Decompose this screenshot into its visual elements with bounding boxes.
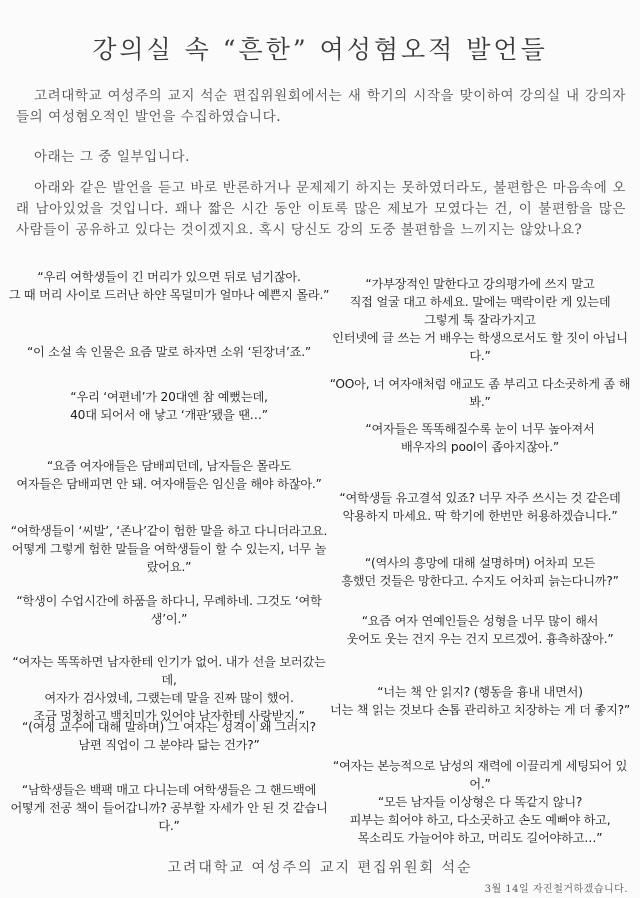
quote-left-6: “학생이 수업시간에 하품을 하다니, 무례하네. 그것도 ‘여학생’이.” bbox=[16, 594, 322, 626]
quote-right-1: “가부장적인 말한다고 강의평가에 쓰지 말고 직접 얼굴 대고 하세요. 말에는 맥락이란 게 있는데 그렇게 툭 잘라가지고 인터넷에 글 쓰는 거 배우는 학생으로서도 할 짓이 아닙니다.” bbox=[332, 277, 628, 363]
quote-left-1: “우리 여학생들이 긴 머리가 있으면 뒤로 넘기잖아. 그 때 머리 사이로 드러난 하얀 목덜미가 얼마나 예쁜지 몰라.” bbox=[8, 270, 330, 302]
footer-organization: 고려대학교 여성주의 교지 편집위원회 석순 bbox=[167, 860, 473, 876]
intro-paragraph-2 bbox=[16, 147, 626, 168]
quote-left-2: “이 소설 속 인물은 요즘 말로 하자면 소위 ‘된장녀’죠.” bbox=[26, 345, 312, 359]
quote-right-8: “여자는 본능적으로 남성의 재력에 이끌리게 세팅되어 있어.” bbox=[332, 759, 628, 791]
quote-right-6: “요즘 여자 연예인들은 성형을 너무 많이 해서 웃어도 웃는 건지 우는 건지 모르겠어. 흉측하잖아.” bbox=[346, 614, 614, 646]
quote-left-5: “여학생들이 ‘씨발’, ‘존나’같이 험한 말을 하고 다니더라고요. 어떻게 그렇게 험한 말들을 여학생들이 할 수 있는지, 너무 놀랐어요.” bbox=[10, 524, 328, 574]
quote-right-4: “여학생들 유고결석 있죠? 너무 자주 쓰시는 것 같은데 악용하지 마세요. 딱 학기에 한번만 허용하겠습니다.” bbox=[339, 491, 621, 523]
intro-text: 고려대학교 여성주의 교지 석순 편집위원회에서는 새 학기의 시작을 맞이하여 강의실 내 강의자들의 여성혐오적인 발언을 수집하였습니다. bbox=[16, 88, 626, 125]
quote-left-3: “우리 ‘여편네’가 20대엔 참 예뻤는데, 40대 되어서 애 낳고 ‘개판’됐을 땐…” bbox=[70, 390, 268, 422]
quote-right-5: “(역사의 흥망에 대해 설명하며) 어차피 모든 흥했던 것들은 망한다고. 수지도 어차피 늙는다니까?” bbox=[341, 556, 619, 588]
quote-left-9: “남학생들은 백팩 매고 다니는데 여학생들은 그 핸드백에 어떻게 전공 책이 들어갑니까? 공부할 자세가 안 된 것 같습니다.” bbox=[10, 783, 328, 833]
intro-paragraph-3 bbox=[16, 178, 626, 241]
page-title: 강의실 속 “흔한” 여성혐오적 발언들 bbox=[92, 35, 548, 64]
quote-left-8: “(여성 교수에 대해 말하며) 그 여자는 성격이 왜 그러지? 남편 직업이 그 분야라 닮는 건가?” bbox=[22, 720, 316, 752]
date-note: 3월 14일 자진철거하겠습니다. bbox=[484, 884, 628, 895]
intro-text: 아래는 그 중 일부입니다. bbox=[34, 149, 190, 165]
intro-text: 아래와 같은 발언을 듣고 바로 반론하거나 문제제기 하지는 못하였더라도, 불편함은 마음속에 오래 남아있었을 것입니다. 꽤나 짧은 시간 동안 이토록 많은 제보가 모였다는 건, 이 불편함을 많은 사람들이 공유하고 있다는 것이겠지요. 혹시 당신도 강의 도중 불편함을 느끼지는 않았나요? bbox=[16, 180, 626, 238]
quote-left-7: “여자는 똑똑하면 남자한테 인기가 없어. 내가 선을 보러갔는데, 여자가 검사였네, 그랬는데 말을 진짜 많이 했어. 조금 멍청하고 백치미가 있어야 남자한테 사랑받지.” bbox=[12, 655, 326, 723]
quote-right-9: “모든 남자들 이상형은 다 똑같지 않니? 피부는 희어야 하고, 다소곳하고 손도 예뻐야 하고, 목소리도 가늘어야 하고, 머리도 길어야하고…” bbox=[349, 795, 611, 845]
intro-paragraph-1 bbox=[16, 86, 626, 128]
quote-left-4: “요즘 여자애들은 담배피던데, 남자들은 몰라도 여자들은 담배피면 안 돼. 여자애들은 임신을 해야 하잖아.” bbox=[16, 459, 322, 491]
quote-right-3: “여자들은 똑똑해질수록 눈이 너무 높아져서 배우자의 pool이 좁아지잖아.” bbox=[365, 422, 595, 454]
quote-right-2: “OO아, 너 여자애처럼 애교도 좀 부리고 다소곳하게 좀 해봐.” bbox=[329, 377, 631, 409]
quote-right-7: “너는 책 안 읽지? (행동을 흉내 내면서) 너는 책 읽는 것보다 손톱 관리하고 치장하는 게 더 좋지?” bbox=[329, 685, 631, 717]
